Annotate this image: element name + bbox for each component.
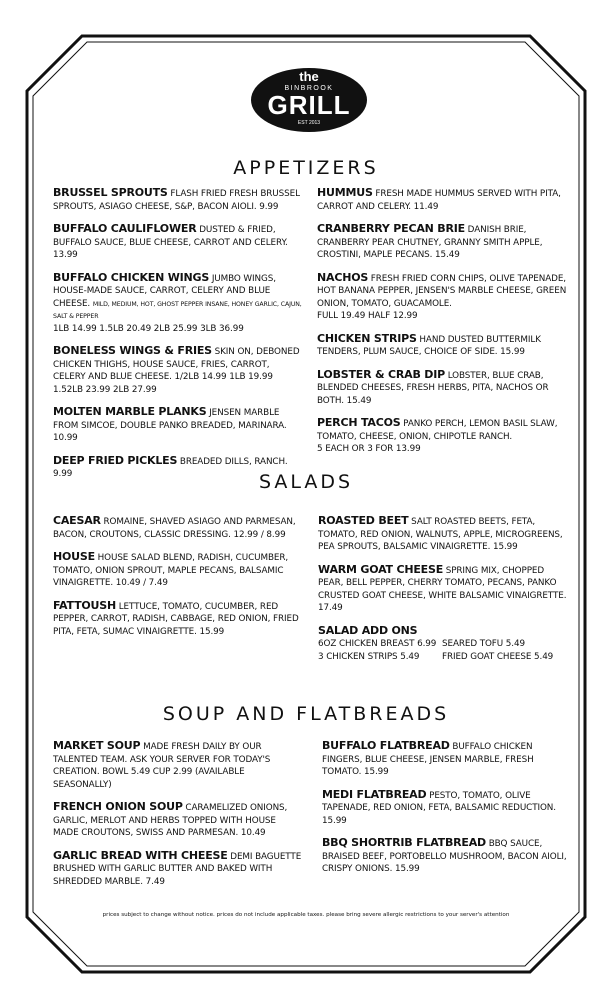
item-flavours: MILD, MEDIUM, HOT, GHOST PEPPER INSANE, HONEY GARLIC, CAJUN, SALT & PEPPER bbox=[53, 300, 302, 320]
menu-item bbox=[317, 417, 569, 456]
menu-item bbox=[318, 515, 570, 554]
item-name: CAESAR bbox=[53, 514, 101, 527]
item-desc: SPRING MIX, CHOPPED PEAR, BELL PEPPER, CHERRY TOMATO, PECANS, PANKO CRUSTED GOAT CHEESE, WHITE BALSAMIC VINAIGRETTE. 17.49 bbox=[318, 565, 567, 613]
menu-item bbox=[53, 740, 303, 791]
item-desc: HAND DUSTED BUTTERMILK TENDERS, PLUM SAUCE, CHOICE OF SIDE. 15.99 bbox=[317, 334, 541, 357]
item-desc: JENSEN MARBLE FROM SIMCOE, DOUBLE PANKO BREADED, MARINARA. 10.99 bbox=[53, 408, 287, 443]
item-desc: ROMAINE, SHAVED ASIAGO AND PARMESAN, BACON, CROUTONS, CLASSIC DRESSING. 12.99 / 8.99 bbox=[53, 517, 296, 540]
appetizers-left-column bbox=[53, 187, 303, 491]
appetizers-right-column bbox=[317, 187, 569, 466]
item-name: HUMMUS bbox=[317, 186, 373, 199]
item-name: LOBSTER & CRAB DIP bbox=[317, 367, 445, 381]
footer-note: prices subject to change without notice. prices do not include applicable taxes. please bring severe allergic restrictions to your server's attention bbox=[102, 912, 510, 918]
menu-item bbox=[317, 187, 569, 213]
menu-item bbox=[53, 600, 305, 639]
menu-item bbox=[318, 564, 570, 615]
item-name: MARKET SOUP bbox=[53, 739, 141, 752]
salads-heading: SALADS bbox=[258, 471, 354, 493]
item-name: MEDI FLATBREAD bbox=[322, 787, 427, 801]
appetizers-heading: APPETIZERS bbox=[233, 157, 379, 179]
item-name: BUFFALO CAULIFLOWER bbox=[53, 222, 197, 235]
item-name: HOUSE bbox=[53, 550, 95, 563]
item-name: BRUSSEL SPROUTS bbox=[53, 186, 168, 199]
item-name: BUFFALO FLATBREAD bbox=[322, 739, 450, 752]
soup-heading: SOUP AND FLATBREADS bbox=[162, 703, 450, 725]
item-name: BUFFALO CHICKEN WINGS bbox=[53, 270, 210, 284]
item-desc: DANISH BRIE, CRANBERRY PEAR CHUTNEY, GRANNY SMITH APPLE, CROSTINI, MAPLE PECANS. 15.49 bbox=[317, 225, 543, 260]
menu-item bbox=[317, 369, 569, 408]
add-ons-list bbox=[318, 638, 570, 663]
menu-item bbox=[53, 272, 303, 336]
item-desc: MADE FRESH DAILY BY OUR TALENTED TEAM. ASK YOUR SERVER FOR TODAY'S CREATION. BOWL 5.49 CUP 2.99 (AVAILABLE SEASONALLY) bbox=[53, 742, 271, 790]
soup-left-column bbox=[53, 740, 303, 898]
item-desc: LOBSTER, BLUE CRAB, BLENDED CHEESES, FRESH HERBS, PITA, NACHOS OR BOTH. 15.49 bbox=[317, 370, 549, 406]
item-prices: 5 EACH OR 3 FOR 13.99 bbox=[317, 444, 421, 454]
item-desc: BBQ SAUCE, BRAISED BEEF, PORTOBELLO MUSHROOM, BACON AIOLI, CRISPY ONIONS. 15.99 bbox=[322, 839, 567, 874]
item-desc: JUMBO WINGS, HOUSE-MADE SAUCE, CARROT, CELERY AND BLUE CHEESE. bbox=[53, 273, 276, 309]
grill-logo bbox=[251, 68, 367, 132]
item-desc: CARAMELIZED ONIONS, GARLIC, MERLOT AND HERBS TOPPED WITH HOUSE MADE CROUTONS, SWISS AND PARMESAN. 10.49 bbox=[53, 803, 288, 838]
item-desc: FLASH FRIED FRESH BRUSSEL SPROUTS, ASIAGO CHEESE, S&P, BACON AIOLI. 9.99 bbox=[53, 189, 300, 212]
item-name: BBQ SHORTRIB FLATBREAD bbox=[322, 836, 486, 849]
logo-the: the bbox=[299, 69, 319, 84]
item-desc: HOUSE SALAD BLEND, RADISH, CUCUMBER, TOMATO, ONION SPROUT, MAPLE PECANS, BALSAMIC VINAIGRETTE. 10.49 / 7.49 bbox=[53, 553, 289, 588]
menu-item bbox=[317, 223, 569, 262]
item-name: DEEP FRIED PICKLES bbox=[53, 453, 178, 467]
menu-item bbox=[53, 345, 303, 396]
item-desc: LETTUCE, TOMATO, CUCUMBER, RED PEPPER, CARROT, RADISH, CABBAGE, RED ONION, FRIED PITA, FETA, SUMAC VINAIGRETTE. 15.99 bbox=[53, 601, 299, 637]
item-desc: SKIN ON, DEBONED CHICKEN THIGHS, HOUSE SAUCE, FRIES, CARROT, CELERY AND BLUE CHEESE. 1/2LB 14.99 1LB 19.99 1.52LB 23.99 2LB 27.99 bbox=[53, 347, 300, 395]
item-desc: DUSTED & FRIED, BUFFALO SAUCE, BLUE CHEESE, CARROT AND CELERY. 13.99 bbox=[53, 225, 288, 260]
item-desc: SALT ROASTED BEETS, FETA, TOMATO, RED ONION, WALNUTS, APPLE, MICROGREENS, PEA SPROUTS, BALSAMIC VINAIGRETTE. 15.99 bbox=[318, 517, 563, 552]
item-name: PERCH TACOS bbox=[317, 416, 401, 429]
add-on: FRIED GOAT CHEESE 5.49 bbox=[442, 651, 554, 662]
menu-item bbox=[53, 187, 303, 213]
salad-add-ons bbox=[318, 625, 570, 664]
logo-est: EST 2013 bbox=[297, 120, 321, 126]
item-name: BONELESS WINGS & FRIES bbox=[53, 344, 212, 357]
item-name: FATTOUSH bbox=[53, 598, 116, 612]
logo-binbrook: BINBROOK bbox=[284, 85, 334, 92]
item-desc: BUFFALO CHICKEN FINGERS, BLUE CHEESE, JENSEN MARBLE, FRESH TOMATO. 15.99 bbox=[322, 742, 534, 777]
soup-right-column bbox=[322, 740, 572, 886]
menu-item bbox=[53, 850, 303, 889]
item-name: SALAD ADD ONS bbox=[318, 623, 418, 637]
salads-left-column bbox=[53, 515, 305, 648]
menu-item bbox=[317, 333, 569, 359]
item-desc: FRESH FRIED CORN CHIPS, OLIVE TAPENADE, HOT BANANA PEPPER, JENSEN'S MARBLE CHEESE, GREEN ONION, TOMATO, GUACAMOLE. bbox=[317, 273, 567, 309]
item-name: FRENCH ONION SOUP bbox=[53, 800, 183, 813]
menu-item bbox=[53, 406, 303, 445]
item-name: NACHOS bbox=[317, 270, 369, 284]
item-prices: 1LB 14.99 1.5LB 20.49 2LB 25.99 3LB 36.99 bbox=[53, 323, 244, 334]
item-desc: FRESH MADE HUMMUS SERVED WITH PITA, CARROT AND CELERY. 11.49 bbox=[317, 189, 561, 212]
menu-item bbox=[322, 789, 572, 828]
add-on: 3 CHICKEN STRIPS 5.49 bbox=[318, 651, 420, 662]
add-on: SEARED TOFU 5.49 bbox=[442, 639, 525, 649]
menu-item bbox=[53, 801, 303, 840]
logo-grill: GRILL bbox=[267, 90, 351, 120]
item-name: MOLTEN MARBLE PLANKS bbox=[53, 405, 207, 418]
add-on: 6OZ CHICKEN BREAST 6.99 bbox=[318, 639, 437, 649]
item-name: CRANBERRY PECAN BRIE bbox=[317, 222, 465, 235]
item-desc: BREADED DILLS, RANCH. 9.99 bbox=[53, 456, 288, 479]
item-name: WARM GOAT CHEESE bbox=[318, 562, 444, 576]
menu-item bbox=[317, 272, 569, 323]
item-desc: DEMI BAGUETTE BRUSHED WITH GARLIC BUTTER AND BAKED WITH SHREDDED MARBLE. 7.49 bbox=[53, 851, 302, 887]
menu-item bbox=[53, 515, 305, 541]
menu-item bbox=[53, 223, 303, 262]
item-name: GARLIC BREAD WITH CHEESE bbox=[53, 848, 228, 862]
item-name: ROASTED BEET bbox=[318, 514, 409, 527]
menu-item bbox=[322, 740, 572, 779]
item-desc: PANKO PERCH, LEMON BASIL SLAW, TOMATO, CHEESE, ONION, CHIPOTLE RANCH. bbox=[317, 419, 558, 442]
menu-item bbox=[53, 551, 305, 590]
salads-right-column bbox=[318, 515, 570, 673]
menu-item bbox=[322, 837, 572, 876]
item-desc: PESTO, TOMATO, OLIVE TAPENADE, RED ONION, FETA, BALSAMIC REDUCTION. 15.99 bbox=[322, 790, 556, 826]
item-prices: FULL 19.49 HALF 12.99 bbox=[317, 311, 418, 321]
item-name: CHICKEN STRIPS bbox=[317, 331, 417, 345]
